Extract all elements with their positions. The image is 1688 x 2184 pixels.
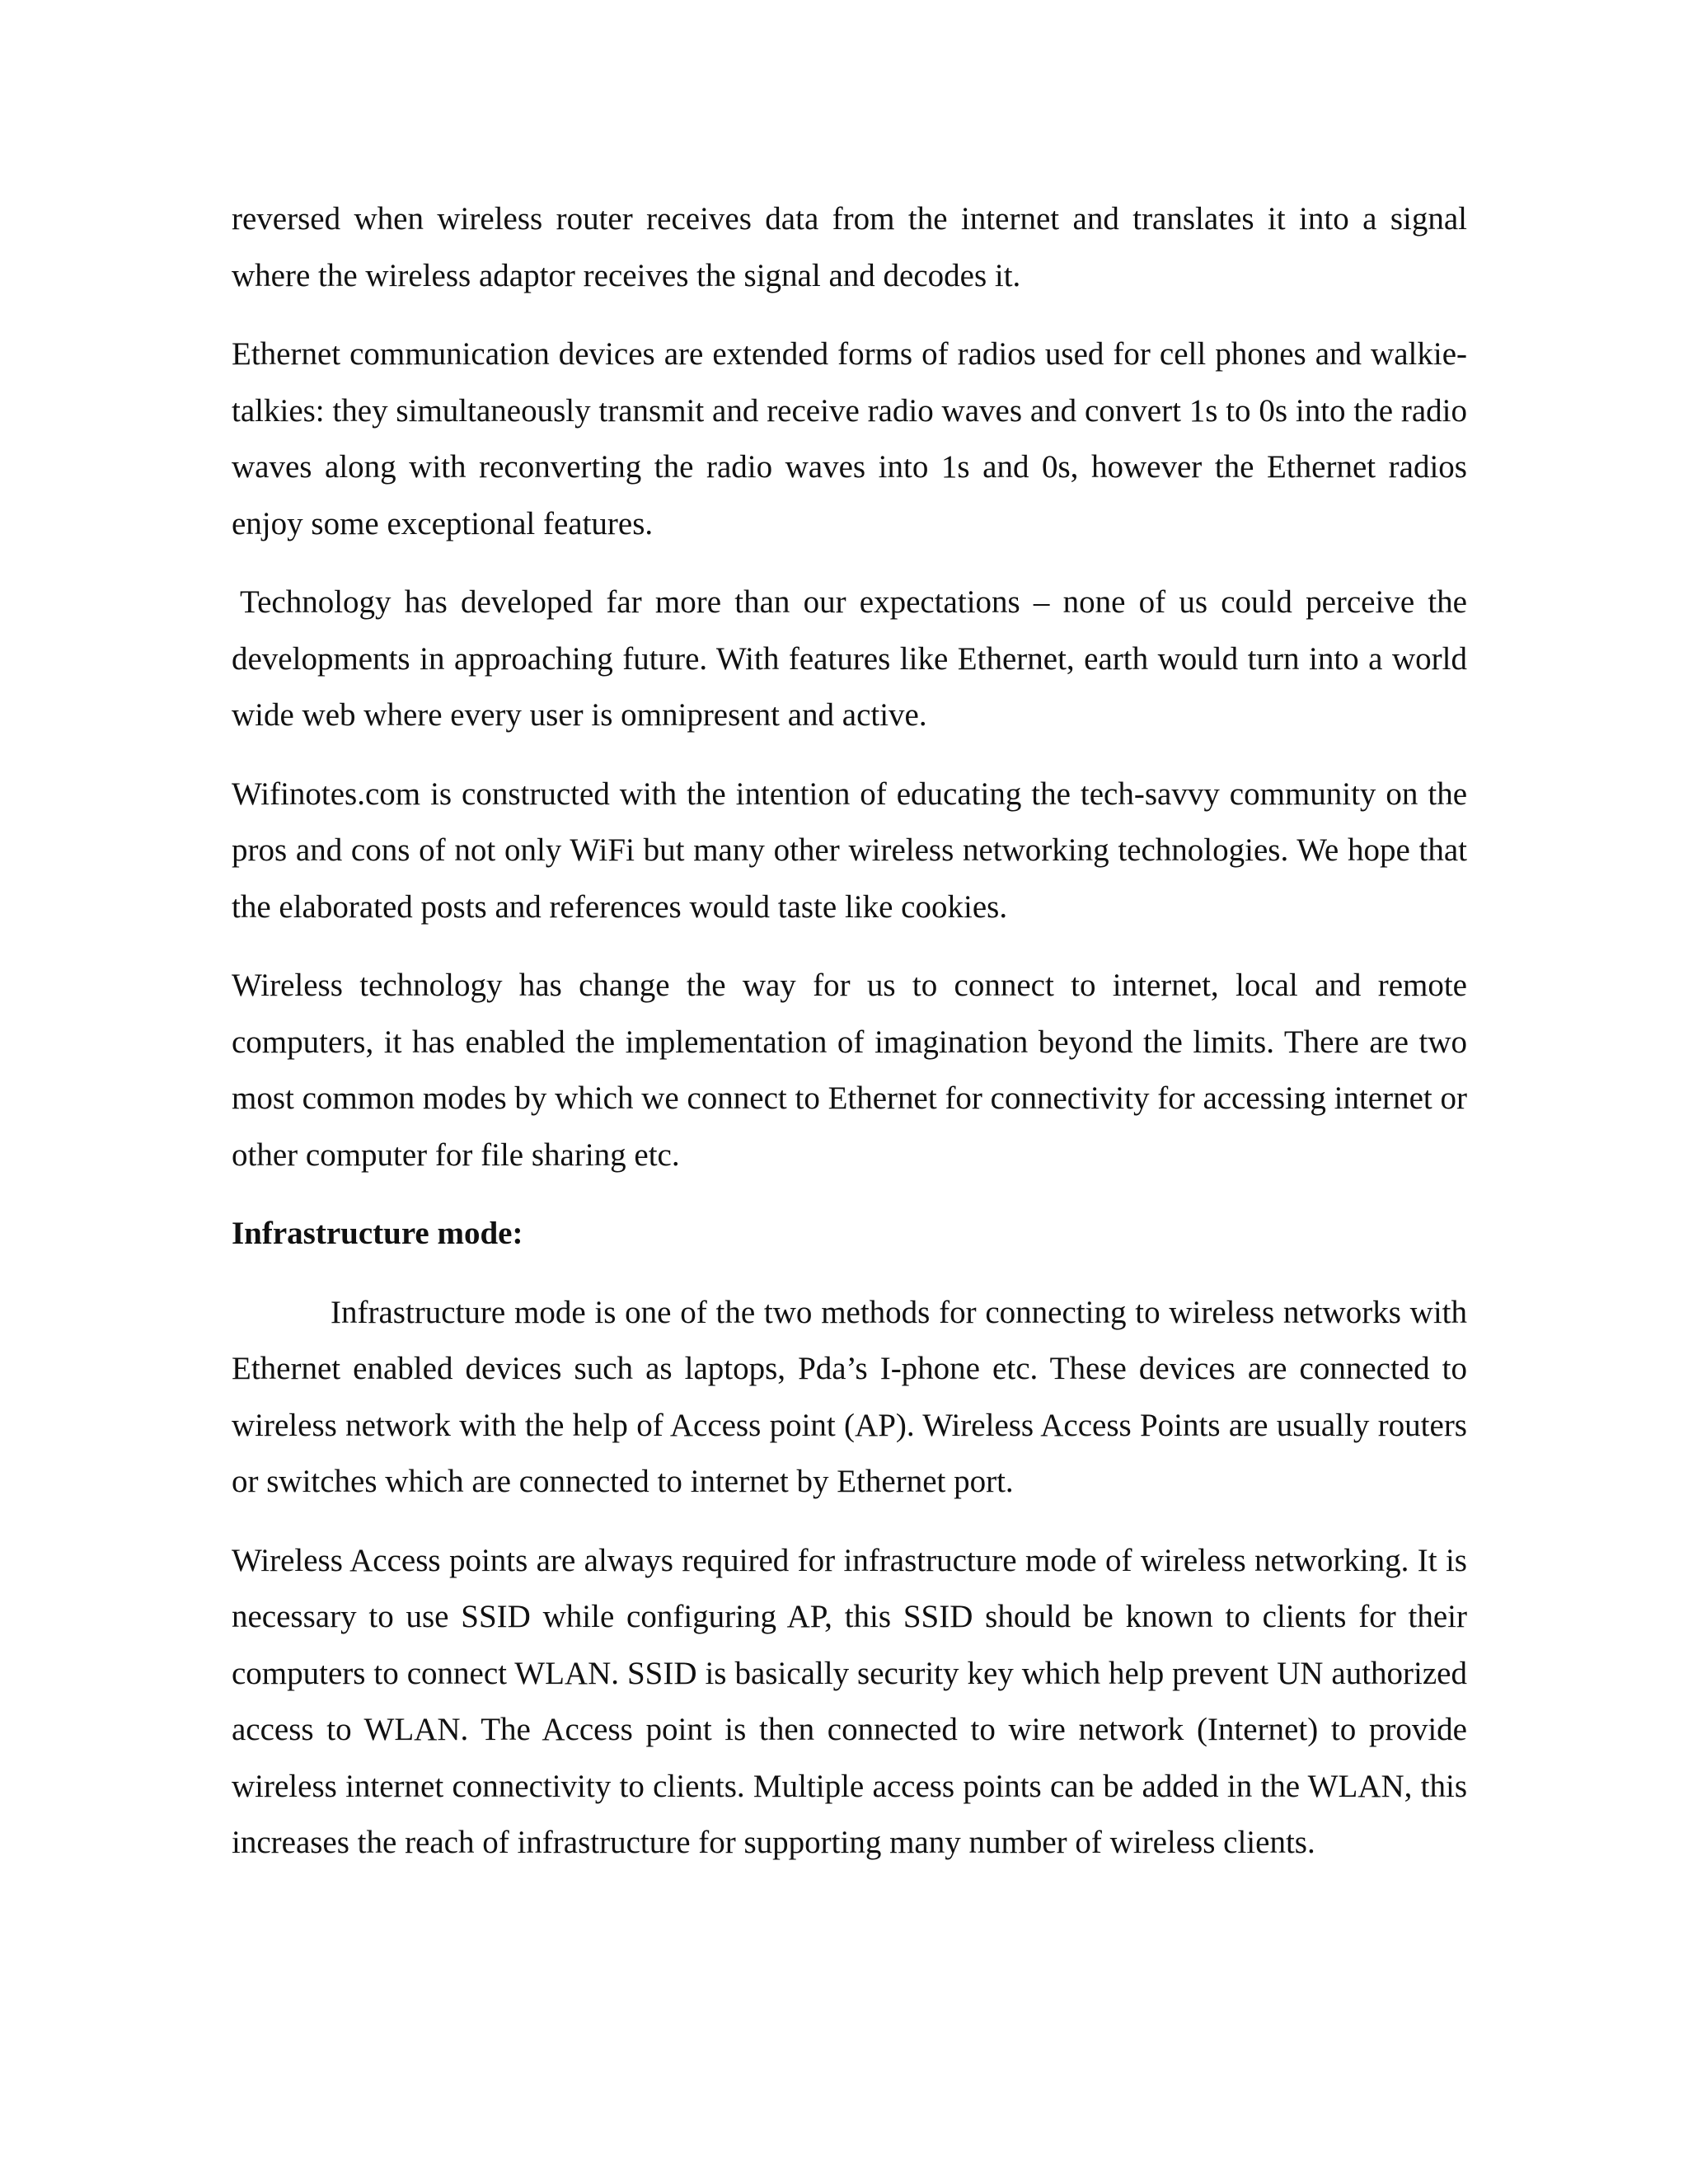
paragraph-technology: Technology has developed far more than our expectations – none of us could perceive the developments in approaching future. With features like Ethernet, earth would turn into a world wide web where every user is omnipresent and active. bbox=[232, 584, 1467, 733]
paragraph-wireless-technology: Wireless technology has change the way for us to connect to internet, local and remote computers, it has enabled the implementation of imagination beyond the limits. There are two most common modes by which we connect to Ethernet for connectivity for accessing internet or other computer for file sharing etc. bbox=[232, 968, 1467, 1173]
paragraph-router-signal: reversed when wireless router receives data from the internet and translates it into a signal where the wireless adaptor receives the signal and decodes it. bbox=[232, 201, 1467, 293]
paragraph-ethernet-devices: Ethernet communication devices are extended forms of radios used for cell phones and walkie-talkies: they simultaneously transmit and receive radio waves and convert 1s to 0s into the radio waves along with reconverting the radio waves into 1s and 0s, however the Ethernet radios enjoy some exceptional features. bbox=[232, 336, 1467, 541]
paragraph-wifinotes: Wifinotes.com is constructed with the intention of educating the tech-savvy community on the pros and cons of not only WiFi but many other wireless networking technologies. We hope that the elaborated posts and references would taste like cookies. bbox=[232, 776, 1467, 925]
section-heading: Infrastructure mode: bbox=[232, 1216, 523, 1251]
paragraph-infrastructure-mode: Infrastructure mode is one of the two methods for connecting to wireless networks with Ethernet enabled devices such as laptops, Pda’s I-phone etc. These devices are connected to wireless network with the help of Access point (AP). Wireless Access Points are usually routers or switches which are connected to internet by Ethernet port. bbox=[232, 1294, 1467, 1499]
paragraph-access-points: Wireless Access points are always required for infrastructure mode of wireless networking. It is necessary to use SSID while configuring AP, this SSID should be known to clients for their computers to connect WLAN. SSID is basically security key which help prevent UN authorized access to WLAN. The Access point is then connected to wire network (Internet) to provide wireless internet connectivity to clients. Multiple access points can be added in the WLAN, this increases the reach of infrastructure for supporting many number of wireless clients. bbox=[232, 1542, 1467, 1860]
document-body bbox=[232, 191, 1467, 1894]
